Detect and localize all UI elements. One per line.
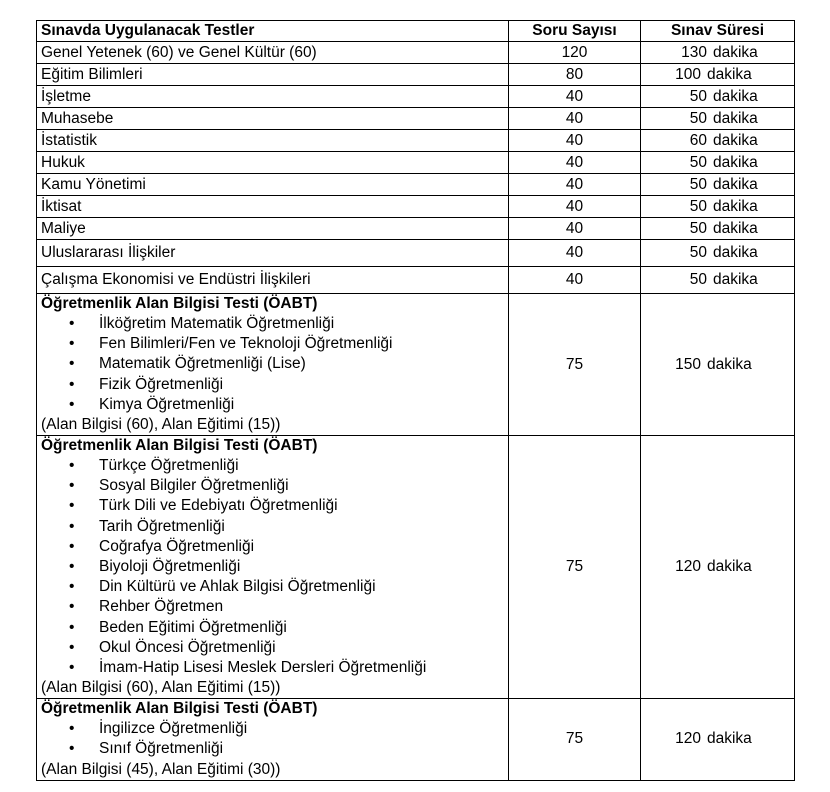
question-count: 75 — [509, 436, 641, 699]
header-exam-duration: Sınav Süresi — [641, 21, 795, 42]
exam-duration — [641, 152, 795, 174]
duration-value: 50 — [689, 87, 707, 105]
table-row — [37, 130, 795, 152]
exam-duration — [641, 240, 795, 267]
duration-unit: dakika — [713, 153, 758, 171]
question-count: 40 — [509, 108, 641, 130]
duration-value: 50 — [689, 197, 707, 215]
question-count: 40 — [509, 196, 641, 218]
oabt-group-row — [37, 699, 795, 780]
test-name: İşletme — [37, 86, 509, 108]
group-title: Öğretmenlik Alan Bilgisi Testi (ÖABT) — [41, 437, 318, 455]
question-count: 75 — [509, 294, 641, 436]
exam-duration — [641, 86, 795, 108]
table-row — [37, 108, 795, 130]
branch-list — [41, 719, 508, 759]
branch-list — [41, 456, 508, 678]
oabt-group-row — [37, 436, 795, 699]
list-item: • Biyoloji Öğretmenliği — [99, 557, 508, 577]
exam-duration — [641, 699, 795, 780]
duration-value: 60 — [689, 131, 707, 149]
test-name: Muhasebe — [37, 108, 509, 130]
question-count: 40 — [509, 152, 641, 174]
test-name: İstatistik — [37, 130, 509, 152]
group-note: (Alan Bilgisi (45), Alan Eğitimi (30)) — [41, 760, 281, 778]
exam-duration — [641, 108, 795, 130]
oabt-group-cell — [37, 294, 509, 436]
list-item: • Fizik Öğretmenliği — [99, 375, 508, 395]
oabt-group-cell — [37, 699, 509, 780]
duration-unit: dakika — [707, 65, 752, 83]
exam-duration — [641, 42, 795, 64]
header-tests: Sınavda Uygulanacak Testler — [37, 21, 509, 42]
duration-unit: dakika — [713, 87, 758, 105]
duration-value: 50 — [689, 219, 707, 237]
exam-duration — [641, 436, 795, 699]
question-count: 40 — [509, 174, 641, 196]
test-name: Hukuk — [37, 152, 509, 174]
exam-duration — [641, 294, 795, 436]
table-header-row — [37, 21, 795, 42]
test-name: Eğitim Bilimleri — [37, 64, 509, 86]
branch-list — [41, 314, 508, 415]
table-row — [37, 218, 795, 240]
table-row — [37, 240, 795, 267]
question-count: 40 — [509, 86, 641, 108]
list-item: • Tarih Öğretmenliği — [99, 517, 508, 537]
duration-unit: dakika — [713, 219, 758, 237]
table-row — [37, 42, 795, 64]
duration-unit: dakika — [713, 244, 758, 261]
duration-unit: dakika — [707, 730, 752, 748]
exam-duration — [641, 218, 795, 240]
list-item: • Matematik Öğretmenliği (Lise) — [99, 354, 508, 374]
oabt-group-row — [37, 294, 795, 436]
exam-duration — [641, 174, 795, 196]
table-row — [37, 64, 795, 86]
test-name: Genel Yetenek (60) ve Genel Kültür (60) — [37, 42, 509, 64]
table-row — [37, 86, 795, 108]
table-row — [37, 152, 795, 174]
table-row — [37, 267, 795, 294]
exam-table — [36, 20, 795, 781]
duration-unit: dakika — [707, 355, 752, 373]
list-item: • Din Kültürü ve Ahlak Bilgisi Öğretmenliği — [99, 577, 508, 597]
list-item: • Fen Bilimleri/Fen ve Teknoloji Öğretmenliği — [99, 334, 508, 354]
duration-value: 120 — [675, 558, 701, 576]
duration-value: 50 — [689, 175, 707, 193]
list-item: • Okul Öncesi Öğretmenliği — [99, 638, 508, 658]
question-count: 40 — [509, 267, 641, 294]
exam-duration — [641, 267, 795, 294]
list-item: • İmam-Hatip Lisesi Meslek Dersleri Öğretmenliği — [99, 658, 508, 678]
duration-value: 150 — [675, 355, 701, 373]
exam-duration — [641, 130, 795, 152]
question-count: 40 — [509, 218, 641, 240]
duration-unit: dakika — [713, 175, 758, 193]
duration-unit: dakika — [713, 197, 758, 215]
test-name: Kamu Yönetimi — [37, 174, 509, 196]
group-title: Öğretmenlik Alan Bilgisi Testi (ÖABT) — [41, 700, 318, 718]
list-item: • Sosyal Bilgiler Öğretmenliği — [99, 476, 508, 496]
test-name: Çalışma Ekonomisi ve Endüstri İlişkileri — [37, 267, 509, 294]
duration-value: 50 — [689, 271, 707, 288]
duration-value: 100 — [675, 65, 701, 83]
duration-value: 50 — [689, 244, 707, 261]
list-item: • Sınıf Öğretmenliği — [99, 739, 508, 759]
duration-unit: dakika — [713, 131, 758, 149]
exam-duration — [641, 196, 795, 218]
duration-value: 130 — [681, 43, 707, 61]
list-item: • İngilizce Öğretmenliği — [99, 719, 508, 739]
duration-unit: dakika — [713, 43, 758, 61]
list-item: • Rehber Öğretmen — [99, 597, 508, 617]
list-item: • İlköğretim Matematik Öğretmenliği — [99, 314, 508, 334]
question-count: 80 — [509, 64, 641, 86]
list-item: • Beden Eğitimi Öğretmenliği — [99, 618, 508, 638]
group-note: (Alan Bilgisi (60), Alan Eğitimi (15)) — [41, 416, 281, 434]
duration-value: 50 — [689, 153, 707, 171]
group-title: Öğretmenlik Alan Bilgisi Testi (ÖABT) — [41, 295, 318, 312]
oabt-group-cell — [37, 436, 509, 699]
exam-duration — [641, 64, 795, 86]
test-name: Maliye — [37, 218, 509, 240]
table-row — [37, 174, 795, 196]
duration-unit: dakika — [713, 271, 758, 288]
list-item: • Kimya Öğretmenliği — [99, 395, 508, 415]
group-note: (Alan Bilgisi (60), Alan Eğitimi (15)) — [41, 679, 281, 697]
question-count: 40 — [509, 130, 641, 152]
question-count: 75 — [509, 699, 641, 780]
test-name: İktisat — [37, 196, 509, 218]
test-name: Uluslararası İlişkiler — [37, 240, 509, 267]
duration-unit: dakika — [707, 558, 752, 576]
header-question-count: Soru Sayısı — [509, 21, 641, 42]
table-row — [37, 196, 795, 218]
duration-unit: dakika — [713, 109, 758, 127]
list-item: • Türkçe Öğretmenliği — [99, 456, 508, 476]
list-item: • Coğrafya Öğretmenliği — [99, 537, 508, 557]
question-count: 120 — [509, 42, 641, 64]
duration-value: 120 — [675, 730, 701, 748]
duration-value: 50 — [689, 109, 707, 127]
question-count: 40 — [509, 240, 641, 267]
list-item: • Türk Dili ve Edebiyatı Öğretmenliği — [99, 496, 508, 516]
